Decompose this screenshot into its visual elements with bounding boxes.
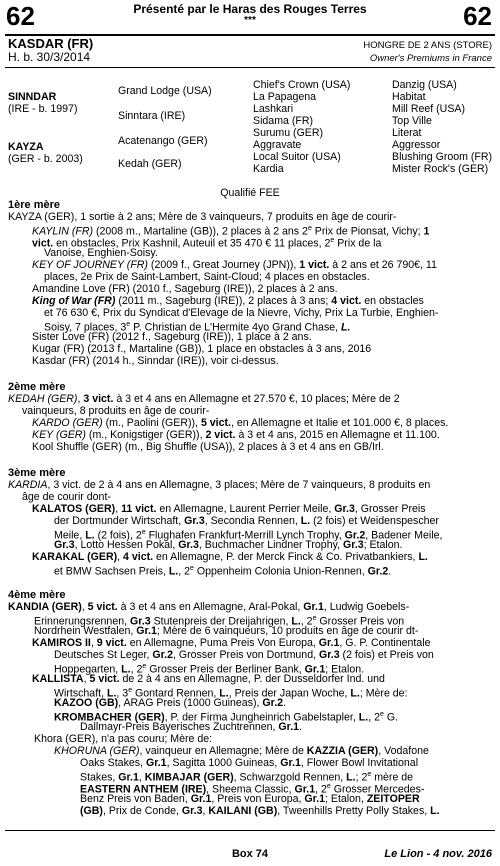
produce-line: Stakes, Gr.1, KIMBAJAR (GER), Schwarzgold Rennen, L.; 2e mère de: [80, 771, 414, 784]
pedigree-gen3-item: Chief's Crown (USA): [253, 79, 351, 91]
produce-line: KROMBACHER (GER), P. der Firma Jungheinrich Gabelstapler, L., 2e G.: [54, 711, 399, 724]
produce-line: Sister Love (FR) (2012 f., Sageburg (IRE)), 1 place à 2 ans.: [32, 331, 312, 343]
pedigree-gen3-item: Sidama (FR): [253, 115, 314, 127]
produce-line: places, 2e Prix de Saint-Lambert, Saint-Cloud; 4 places en obstacles.: [44, 271, 370, 283]
produce-line: der Dortmunder Wirtschaft, Gr.3, Secondia Rennen, L. (2 fois) et Weidenspescher: [54, 515, 439, 527]
produce-line: Kool Shuffle (GER) (m., Big Shuffle (USA)), 2 places à 3 et 4 ans en GB/Irl.: [32, 441, 384, 453]
pedigree-gen3-item: Lashkari: [253, 103, 294, 115]
horse-name: KASDAR (FR): [8, 36, 94, 51]
fourth-dam-line: Erinnerungsrennen, Gr.3 Stutenpreis der Dreijahrigen, L., 2e Grosser Preis von: [34, 615, 405, 628]
produce-line: KALLISTA, 5 vict. de 2 à 4 ans en Allemagne, P. der Dusseldorfer Ind. und: [32, 673, 385, 685]
dam-name: KAYZA: [8, 141, 44, 153]
produce-line: Kasdar (FR) (2014 h., Sinndar (IRE)), voir ci-dessus.: [32, 355, 279, 367]
produce-line: (GB), Prix de Conde, Gr.3, KAILANI (GB), Tweenhills Pretty Polly Stakes, L.: [80, 805, 440, 817]
dam-info: (GER - b. 2003): [8, 153, 83, 165]
section-heading-fourth-dam: 4ème mère: [8, 589, 66, 601]
horse-birth: H. b. 30/3/2014: [8, 50, 91, 64]
produce-line: KEY OF JOURNEY (FR) (2009 f., Great Journey (JPN)), 1 vict. à 2 ans et 26 790€, 11: [32, 259, 437, 271]
pedigree-gen3-item: Aggravate: [253, 139, 302, 151]
produce-line: Wirtschaft, L., 3e Gontard Rennen, L., Preis der Japan Woche, L.; Mère de:: [54, 687, 408, 700]
pedigree-gen3-item: La Papagena: [253, 91, 317, 103]
pedigree-gen4-item: Blushing Groom (FR): [392, 151, 493, 163]
second-dam-line: KEDAH (GER), 3 vict. à 3 et 4 ans en Allemagne et 27.570 €, 10 places; Mère de 2: [8, 393, 400, 405]
produce-line: KHORUNA (GER), vainqueur en Allemagne; Mère de KAZZIA (GER), Vodafone: [54, 745, 429, 757]
pedigree-gen4-item: Aggressor: [392, 139, 441, 151]
section-heading-second-dam: 2ème mère: [8, 381, 66, 393]
produce-line: Vanoise, Enghien-Soisy.: [44, 247, 158, 259]
produce-line: Soisy, 7 places, 3e P. Christian de L'Hermite 4yo Grand Chase, L.: [44, 321, 351, 334]
pedigree-gen2-item: Kedah (GER): [118, 158, 182, 170]
produce-line: KARAKAL (GER), 4 vict. en Allemagne, P. der Merck Finck & Co. Privatbankiers, L.: [32, 551, 428, 563]
produce-line: Deutsches St Leger, Gr.2, Grosser Preis von Dortmund, Gr.3 (2 fois) et Preis von: [54, 649, 434, 661]
owners-premiums: Owner's Premiums in France: [369, 53, 492, 64]
produce-line: Kugar (FR) (2013 f., Martaline (GB)), 1 place en obstacles à 3 ans, 2016: [32, 343, 372, 355]
third-dam-line: KARDIA, 3 vict. de 2 à 4 ans en Allemagne, 3 places; Mère de 7 vainqueurs, 8 produits en: [8, 479, 431, 491]
produce-line: KALATOS (GER), 11 vict. en Allemagne, Laurent Perrier Meile, Gr.3, Grosser Preis: [32, 503, 426, 515]
produce-line: EASTERN ANTHEM (IRE), Sheema Classic, Gr.1, 2e Grosser Mercedes-: [80, 783, 425, 796]
produce-line: et 76 630 €, Prix du Syndicat d'Elevage de la Nievre, Vichy, Prix La Turbie, Enghien-: [44, 307, 439, 319]
pedigree-gen4-item: Top Ville: [392, 115, 432, 127]
first-dam-line: KAYZA (GER), 1 sortie à 2 ans; Mère de 3 vainqueurs, 7 produits en âge de courir-: [8, 211, 397, 223]
produce-line: Oaks Stakes, Gr.1, Sagitta 1000 Guineas, Gr.1, Flower Bowl Invitational: [80, 757, 419, 769]
pedigree-gen4-item: Literat: [392, 127, 422, 139]
pedigree-gen2-item: Sinntara (IRE): [118, 110, 186, 122]
section-heading-third-dam: 3ème mère: [8, 467, 66, 479]
produce-line: KEY (GER) (m., Konigstiger (GER)), 2 vict. à 3 et 4 ans, 2015 en Allemagne et 11.100.: [32, 429, 440, 441]
fourth-dam-line: Nordrhein Westfalen, Gr.1; Mère de 6 vainqueurs, 10 produits en âge de courir dt-: [34, 625, 419, 637]
produce-line: Benz Preis von Baden, Gr.1, Preis von Europa, Gr.1; Etalon, ZEITOPER: [80, 793, 420, 805]
lot-number-left: 62: [6, 1, 35, 31]
pedigree-gen3-item: Local Suitor (USA): [253, 151, 341, 163]
produce-line: KARDO (GER) (m., Paolini (GER)), 5 vict., en Allemagne et Italie et 101.000 €, 8 places.: [32, 417, 449, 429]
section-heading-first-dam: 1ère mère: [8, 199, 60, 211]
second-dam-line: vainqueurs, 8 produits en âge de courir-: [22, 405, 210, 417]
produce-line: KAYLIN (FR) (2008 m., Martaline (GB)), 2 places à 2 ans 2e Prix de Pionsat, Vichy; 1: [32, 225, 430, 238]
produce-line: Dallmayr-Preis Bayerisches Zuchtrennen, Gr.1.: [80, 721, 302, 733]
pedigree-gen2-item: Grand Lodge (USA): [118, 85, 212, 97]
presenter: Présenté par le Haras des Rouges Terres: [133, 2, 367, 16]
separator-stars: ***: [244, 15, 256, 26]
produce-line: et BMW Sachsen Preis, L., 2e Oppenheim Colonia Union-Rennen, Gr.2.: [54, 565, 392, 578]
pedigree-gen4-item: Mill Reef (USA): [392, 103, 465, 115]
publication-info: Le Lion - 4 nov. 2016: [384, 848, 492, 860]
produce-line: Khora (GER), n'a pas couru; Mère de:: [34, 733, 213, 745]
produce-line: vict. en obstacles, Prix Kashnil, Auteuil et 35 470 € 11 places, 2e Prix de la: [32, 237, 382, 250]
sire-info: (IRE - b. 1997): [8, 103, 78, 115]
produce-line: Hoppegarten, L., 2e Grosser Preis der Berliner Bank, Gr.1; Etalon.: [54, 663, 365, 676]
produce-line: Meile, L. (2 fois), 2e Flughafen Frankfurt-Merrill Lynch Trophy, Gr.2, Badener Meile,: [54, 529, 443, 542]
produce-line: Gr.3, Lotto Hessen Pokal, Gr.3, Buchmacher Lindner Trophy, Gr.3; Etalon.: [54, 539, 403, 551]
pedigree-gen4-item: Danzig (USA): [392, 79, 457, 91]
lot-number-right: 62: [463, 1, 492, 31]
pedigree-gen2-item: Acatenango (GER): [118, 135, 208, 147]
pedigree-gen3-item: Kardia: [253, 163, 284, 175]
pedigree-gen4-item: Habitat: [392, 91, 426, 103]
pedigree-gen3-item: Surumu (GER): [253, 127, 324, 139]
qualifie-label: Qualifié FEE: [220, 187, 280, 199]
pedigree-gen4-item: Mister Rock's (GER): [392, 163, 489, 175]
fourth-dam-line: KANDIA (GER), 5 vict. à 3 et 4 ans en Allemagne, Aral-Pokal, Gr.1, Ludwig Goebels-: [8, 601, 410, 613]
horse-sex-age: HONGRE DE 2 ANS (STORE): [363, 40, 492, 51]
produce-line: Amandine Love (FR) (2010 f., Sageburg (IRE)), 2 places à 2 ans.: [32, 283, 338, 295]
produce-line: KAZOO (GB), ARAG Preis (1000 Guineas), Gr.2.: [54, 697, 286, 709]
header-rule: [5, 67, 495, 68]
produce-line: KAMIROS II, 9 vict. en Allemagne, Puma Preis Von Europa, Gr.1, G. P. Continentale: [32, 637, 431, 649]
box-number: Box 74: [231, 848, 269, 860]
third-dam-line: âge de courir dont-: [22, 491, 111, 503]
produce-line: King of War (FR) (2011 m., Sageburg (IRE)), 2 places à 3 ans; 4 vict. en obstacles: [32, 295, 424, 307]
footer-rule: [5, 830, 495, 831]
sire-name: SINNDAR: [8, 91, 57, 103]
